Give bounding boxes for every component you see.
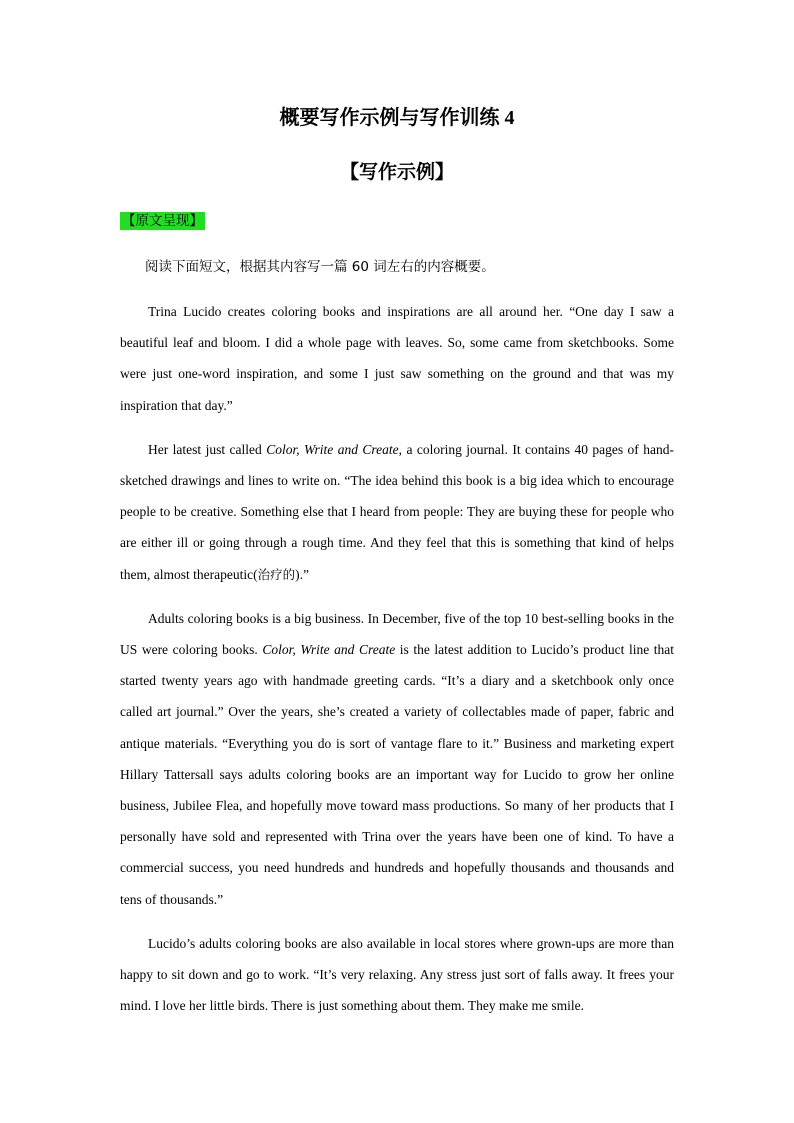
paragraph-3-text-b: is the latest addition to Lucido’s product line that started twenty years ago with handmade greeting cards. “It’s a diary and a sketchbook only once called art journal.” Over the years, she’s created a variety of collectables made of paper, fabric and antique materials. “Everything you do is sort of vantage flare to it.” Business and marketing expert Hillary Tattersall says adults coloring books are an important way for Lucido to grow her online business, Jubilee Flea, and hopefully move toward mass productions. So many of her products that I personally have sold and represented with Trina over the years have been one of kind. To have a commercial success, you need hundreds and hundreds and hopefully thousands and thousands and tens of thousands.”: [120, 642, 674, 907]
paragraph-2-cjk-gloss: 治疗的: [257, 566, 296, 582]
instruction-text: 阅读下面短文，根据其内容写一篇 60 词左右的内容概要。: [145, 259, 495, 275]
original-text-tag: 【原文呈现】: [122, 213, 203, 229]
paragraph-2-text-b: , a coloring journal. It contains 40 pages of hand-sketched drawings and lines to write on. “The idea behind this book is a big idea which to encourage people to be creative. Something else that I heard from people: They are buying these for people who are either ill or going through a rough time. And they feel that this is something that kind of helps them, almost therapeutic(: [120, 441, 674, 582]
section-heading: 【写作示例】: [339, 162, 454, 183]
paragraph-4: Lucido’s adults coloring books are also available in local stores where grown-ups are more than happy to sit down and go to work. “It’s very relaxing. Any stress just sort of falls away. It frees your mind. I love her little birds. There is just something about them. They make me smile.: [120, 935, 674, 1014]
paragraph-3: [120, 603, 674, 915]
article-body: [120, 296, 674, 1021]
paragraph-2-text-a: Her latest just called: [148, 441, 267, 457]
paragraph-2-text-c: ).”: [295, 566, 309, 582]
paragraph-2: [120, 434, 674, 590]
paragraph-1: Trina Lucido creates coloring books and inspirations are all around her. “One day I saw a beautiful leaf and bloom. I did a whole page with leaves. So, some came from sketchbooks. Some were just one-word inspiration, and some I just saw something on the ground and that was my inspiration that day.”: [120, 304, 674, 413]
book-title-italic: Color, Write and Create: [262, 642, 396, 658]
book-title-italic: Color, Write and Create: [266, 441, 399, 457]
document-title: 概要写作示例与写作训练 4: [279, 107, 515, 129]
paragraph-3-text-a: Adults coloring books is a big business. In December, five of the top 10 best-selling books in the US were coloring books.: [120, 610, 674, 658]
